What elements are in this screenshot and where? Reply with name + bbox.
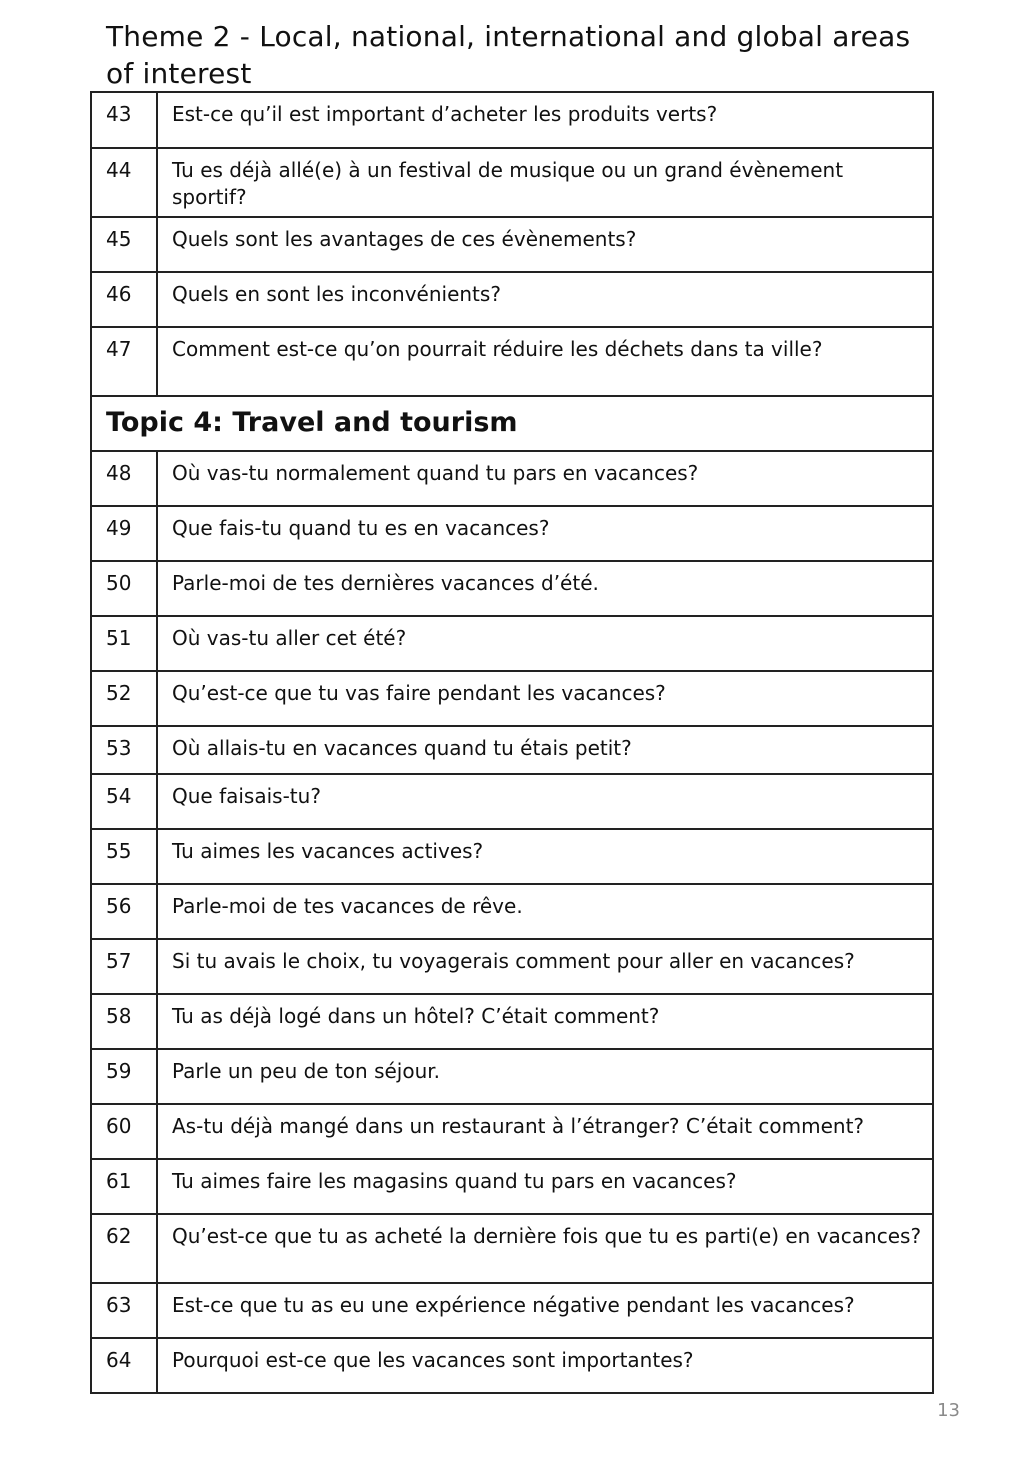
table-row [91,829,933,884]
question-number: 63 [91,1283,157,1338]
question-text: Où vas-tu aller cet été? [157,616,933,671]
question-text: Où vas-tu normalement quand tu pars en vacances? [157,451,933,506]
table-row [91,327,933,396]
question-text: Tu aimes faire les magasins quand tu pars en vacances? [157,1159,933,1214]
question-text: Comment est-ce qu’on pourrait réduire les déchets dans ta ville? [157,327,933,396]
question-text: Parle-moi de tes vacances de rêve. [157,884,933,939]
question-text: Où allais-tu en vacances quand tu étais petit? [157,726,933,774]
table-row [91,1338,933,1393]
table-row [91,774,933,829]
question-number: 51 [91,616,157,671]
question-number: 59 [91,1049,157,1104]
question-text: As-tu déjà mangé dans un restaurant à l’étranger? C’était comment? [157,1104,933,1159]
question-number: 62 [91,1214,157,1283]
page-number: 13 [937,1400,960,1421]
question-number: 50 [91,561,157,616]
question-number: 52 [91,671,157,726]
table-row [91,994,933,1049]
question-text: Est-ce que tu as eu une expérience négative pendant les vacances? [157,1283,933,1338]
question-number: 54 [91,774,157,829]
table-row [91,272,933,327]
question-number: 56 [91,884,157,939]
table-row [91,884,933,939]
question-number: 45 [91,217,157,272]
question-number: 49 [91,506,157,561]
question-number: 43 [91,92,157,148]
table-row [91,561,933,616]
section-heading-row [91,396,933,451]
table-row [91,1214,933,1283]
question-number: 55 [91,829,157,884]
table-row [91,217,933,272]
table-row [91,1283,933,1338]
question-number: 64 [91,1338,157,1393]
table-row [91,1104,933,1159]
question-text: Tu aimes les vacances actives? [157,829,933,884]
question-text: Tu as déjà logé dans un hôtel? C’était comment? [157,994,933,1049]
section-heading: Topic 4: Travel and tourism [91,396,933,451]
question-text: Quels en sont les inconvénients? [157,272,933,327]
table-row [91,1159,933,1214]
table-row [91,148,933,217]
question-text: Quels sont les avantages de ces évènements? [157,217,933,272]
question-text: Parle-moi de tes dernières vacances d’été. [157,561,933,616]
question-text: Qu’est-ce que tu vas faire pendant les vacances? [157,671,933,726]
question-number: 58 [91,994,157,1049]
question-text: Que faisais-tu? [157,774,933,829]
question-number: 48 [91,451,157,506]
question-table [90,91,934,1394]
table-row [91,616,933,671]
table-row [91,506,933,561]
question-number: 44 [91,148,157,217]
question-text: Qu’est-ce que tu as acheté la dernière fois que tu es parti(e) en vacances? [157,1214,933,1283]
question-text: Est-ce qu’il est important d’acheter les produits verts? [157,92,933,148]
table-row [91,671,933,726]
question-text: Que fais-tu quand tu es en vacances? [157,506,933,561]
question-number: 47 [91,327,157,396]
table-row [91,939,933,994]
table-row [91,92,933,148]
table-row [91,726,933,774]
question-text: Si tu avais le choix, tu voyagerais comment pour aller en vacances? [157,939,933,994]
question-text: Tu es déjà allé(e) à un festival de musique ou un grand évènement sportif? [157,148,933,217]
question-number: 46 [91,272,157,327]
question-text: Parle un peu de ton séjour. [157,1049,933,1104]
question-number: 61 [91,1159,157,1214]
page-title: Theme 2 - Local, national, international and global areas of interest [106,20,911,90]
table-row [91,1049,933,1104]
question-number: 60 [91,1104,157,1159]
question-number: 53 [91,726,157,774]
question-number: 57 [91,939,157,994]
question-text: Pourquoi est-ce que les vacances sont importantes? [157,1338,933,1393]
table-row [91,451,933,506]
